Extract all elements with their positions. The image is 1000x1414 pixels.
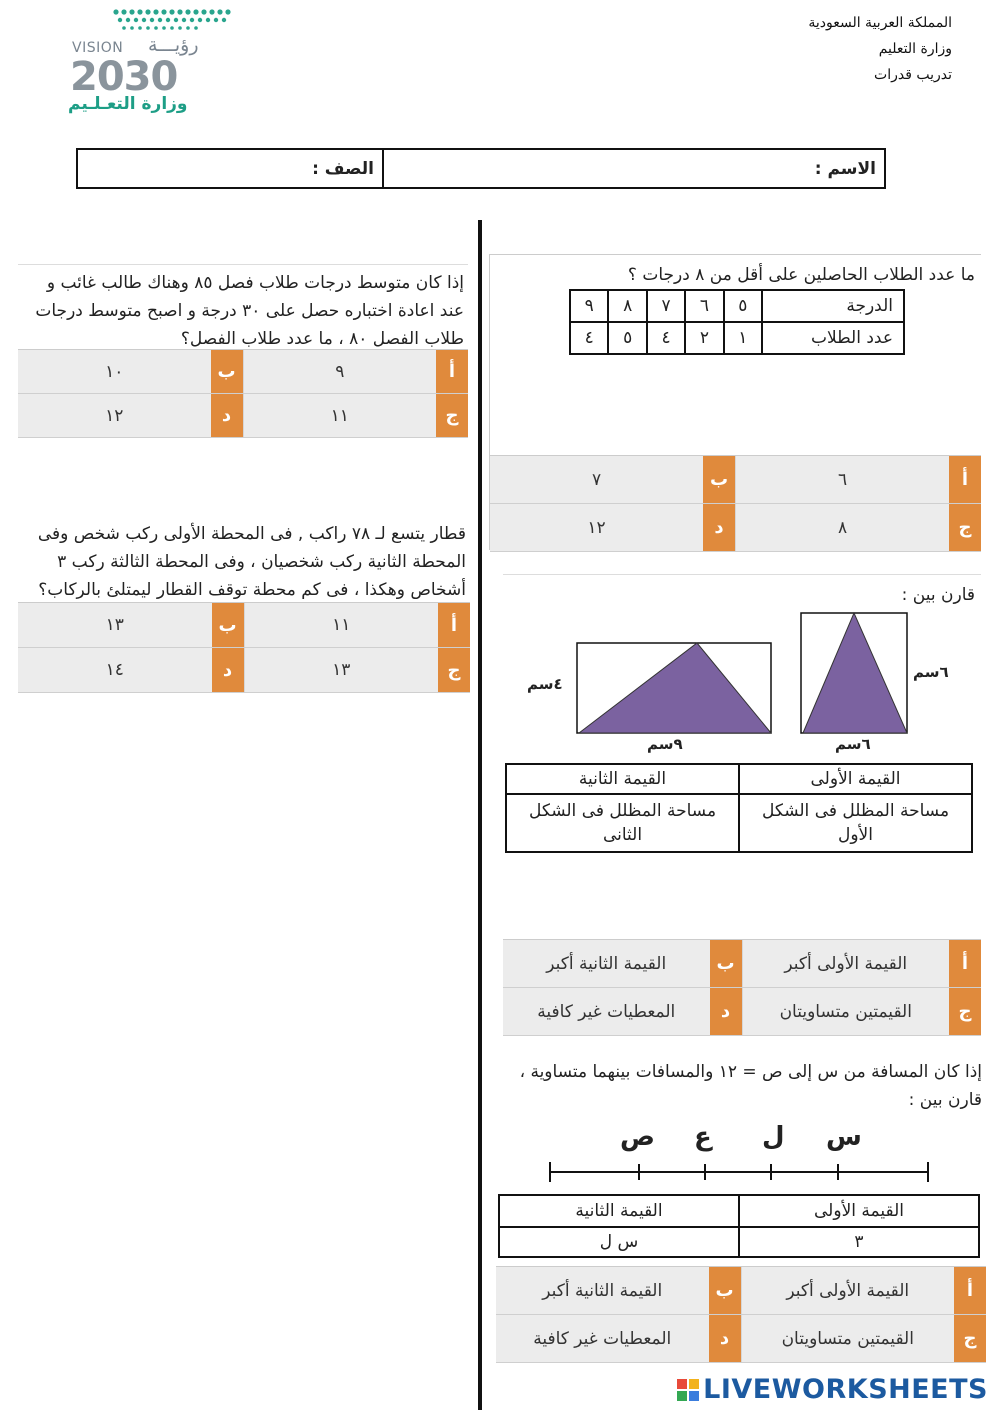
table-cell: ٦ <box>685 290 723 322</box>
option-d-letter: د <box>211 394 243 437</box>
option-d-letter: د <box>703 504 735 551</box>
option-a[interactable]: القيمة الأولى أكبر <box>742 940 950 987</box>
option-c[interactable]: القيمتين متساويتان <box>741 1315 955 1362</box>
option-a[interactable]: ٩ <box>243 350 437 393</box>
triangles-figure <box>503 605 981 765</box>
options-row <box>18 648 470 693</box>
option-d-letter: د <box>212 648 244 692</box>
name-label: الاسم : <box>814 158 876 179</box>
compare-value-2: س ل <box>499 1227 739 1257</box>
point-label-l: ل <box>762 1122 785 1152</box>
compare-header-2: القيمة الثانية <box>506 764 739 794</box>
compare-table-2 <box>505 763 973 853</box>
option-b[interactable]: القيمة الثانية أكبر <box>546 953 667 974</box>
compare-table-3 <box>498 1194 980 1258</box>
table-cell: ٨ <box>608 290 646 322</box>
table-cell: ٩ <box>570 290 608 322</box>
question-3 <box>496 1058 986 1364</box>
question-2-options <box>503 939 981 1036</box>
question-1-text: ما عدد الطلاب الحاصلين على أقل من ٨ درجات ؟ <box>627 265 975 285</box>
option-b[interactable]: ٧ <box>591 469 602 490</box>
question-5-text: قطار يتسع لـ ٧٨ راكب , فى المحطة الأولى ركب شخص وفى المحطة الثانية ركب شخصيان ، وفى المحطة الثالثة ركب ٣ أشخاص وهكذا ، فى كم محطة توقف القطار ليمتلئ بالركاب؟ <box>37 524 466 600</box>
option-a[interactable]: ٦ <box>735 456 949 503</box>
options-row <box>18 603 470 648</box>
compare-header-1: القيمة الأولى <box>739 764 972 794</box>
question-5-options <box>18 602 470 693</box>
option-b-letter: ب <box>709 1267 741 1314</box>
name-field[interactable] <box>382 150 884 187</box>
options-row <box>18 350 468 394</box>
option-c-letter: ج <box>954 1315 986 1362</box>
logo-ministry-text: وزارة التعـلـيم <box>68 94 188 114</box>
header-subject: تدريب قدرات <box>874 67 952 83</box>
question-4-text: إذا كان متوسط درجات طلاب فصل ٨٥ وهناك طالب غائب و عند اعادة اختباره حصل على ٣٠ درجة و اصبح متوسط درجات طلاب الفصل ٨٠ ، ما عدد طلاب الفصل؟ <box>35 273 464 349</box>
class-field[interactable] <box>304 150 382 187</box>
option-d[interactable]: ١٢ <box>587 517 606 538</box>
compare-header-1: القيمة الأولى <box>739 1195 979 1227</box>
option-b[interactable]: ١٣ <box>105 615 124 635</box>
option-d[interactable]: ١٢ <box>105 405 124 426</box>
option-c[interactable]: ٨ <box>735 504 949 551</box>
option-b-letter: ب <box>703 456 735 503</box>
table-row-label: الدرجة <box>762 290 904 322</box>
shape1-base-label: ٦سم <box>835 735 871 753</box>
option-a-letter: أ <box>954 1267 986 1314</box>
options-row <box>503 940 981 988</box>
table-cell: ٤ <box>570 322 608 354</box>
point-label-a: ع <box>694 1122 712 1152</box>
header-text <box>808 10 952 88</box>
vision-2030-logo <box>68 2 248 120</box>
options-row <box>490 456 981 504</box>
table-cell: ٥ <box>724 290 762 322</box>
options-row <box>496 1267 986 1315</box>
options-row <box>496 1315 986 1363</box>
column-divider <box>478 220 482 1410</box>
compare-value-2: مساحة المظلل فى الشكل الثانى <box>506 794 739 852</box>
option-a[interactable]: ١١ <box>244 603 439 647</box>
options-row <box>490 504 981 552</box>
header-ministry: وزارة التعليم <box>878 41 952 57</box>
option-b[interactable]: القيمة الثانية أكبر <box>542 1280 663 1301</box>
student-info-box <box>76 148 886 189</box>
option-b[interactable]: ١٠ <box>105 361 124 382</box>
option-d[interactable]: ١٤ <box>105 660 124 680</box>
compare-header-2: القيمة الثانية <box>499 1195 739 1227</box>
table-cell: ٧ <box>647 290 685 322</box>
header-country: المملكة العربية السعودية <box>808 15 952 31</box>
option-a-letter: أ <box>438 603 470 647</box>
option-a-letter: أ <box>436 350 468 393</box>
option-c-letter: ج <box>436 394 468 437</box>
compare-value-1: مساحة المظلل فى الشكل الأول <box>739 794 972 852</box>
shape2-base-label: ٩سم <box>647 735 683 753</box>
option-c[interactable]: ١٣ <box>244 648 439 692</box>
logo-year-text: 2030 <box>70 54 178 100</box>
table-cell: ٥ <box>608 322 646 354</box>
logo-rouya-text: رؤيـــة <box>148 34 199 56</box>
table-row-label: عدد الطلاب <box>762 322 904 354</box>
option-b-letter: ب <box>211 350 243 393</box>
brand-logo-icon <box>677 1379 699 1401</box>
option-d-letter: د <box>710 988 742 1035</box>
brand-name: LIVEWORKSHEETS <box>703 1374 988 1405</box>
option-d[interactable]: المعطيات غير كافية <box>537 1001 676 1022</box>
option-d[interactable]: المعطيات غير كافية <box>533 1328 672 1349</box>
option-b-letter: ب <box>710 940 742 987</box>
option-a-letter: أ <box>949 940 981 987</box>
question-1-options <box>490 455 981 552</box>
shape2-side-label: ٤سم <box>527 675 563 693</box>
shape1-side-label: ٦سم <box>913 663 949 681</box>
option-a[interactable]: القيمة الأولى أكبر <box>741 1267 955 1314</box>
table-cell: ٤ <box>647 322 685 354</box>
options-row <box>18 394 468 438</box>
question-3-options <box>496 1266 986 1363</box>
class-label: الصف : <box>312 158 374 179</box>
option-c-letter: ج <box>438 648 470 692</box>
table-cell: ٢ <box>685 322 723 354</box>
option-b-letter: ب <box>212 603 244 647</box>
question-5 <box>18 518 470 694</box>
question-2 <box>503 574 981 1036</box>
option-c-letter: ج <box>949 988 981 1035</box>
option-c[interactable]: القيمتين متساويتان <box>742 988 950 1035</box>
question-2-text: قارن بين : <box>901 585 975 605</box>
table-cell: ١ <box>724 322 762 354</box>
option-c-letter: ج <box>949 504 981 551</box>
options-row <box>503 988 981 1036</box>
question-4-options <box>18 349 468 438</box>
question-1-table <box>569 289 905 355</box>
point-label-s2: ص <box>620 1122 655 1152</box>
number-line <box>546 1158 936 1188</box>
logo-vision-text: VISION <box>72 40 124 56</box>
option-c[interactable]: ١١ <box>243 394 437 437</box>
option-d-letter: د <box>709 1315 741 1362</box>
point-label-s: س <box>826 1122 862 1152</box>
question-1 <box>489 254 981 550</box>
option-a-letter: أ <box>949 456 981 503</box>
question-4 <box>18 264 468 436</box>
liveworksheets-brand[interactable] <box>677 1374 988 1405</box>
compare-value-1: ٣ <box>739 1227 979 1257</box>
question-3-text: إذا كان المسافة من س إلى ص = ١٢ والمسافات بينهما متساوية ، قارن بين : <box>519 1062 982 1110</box>
